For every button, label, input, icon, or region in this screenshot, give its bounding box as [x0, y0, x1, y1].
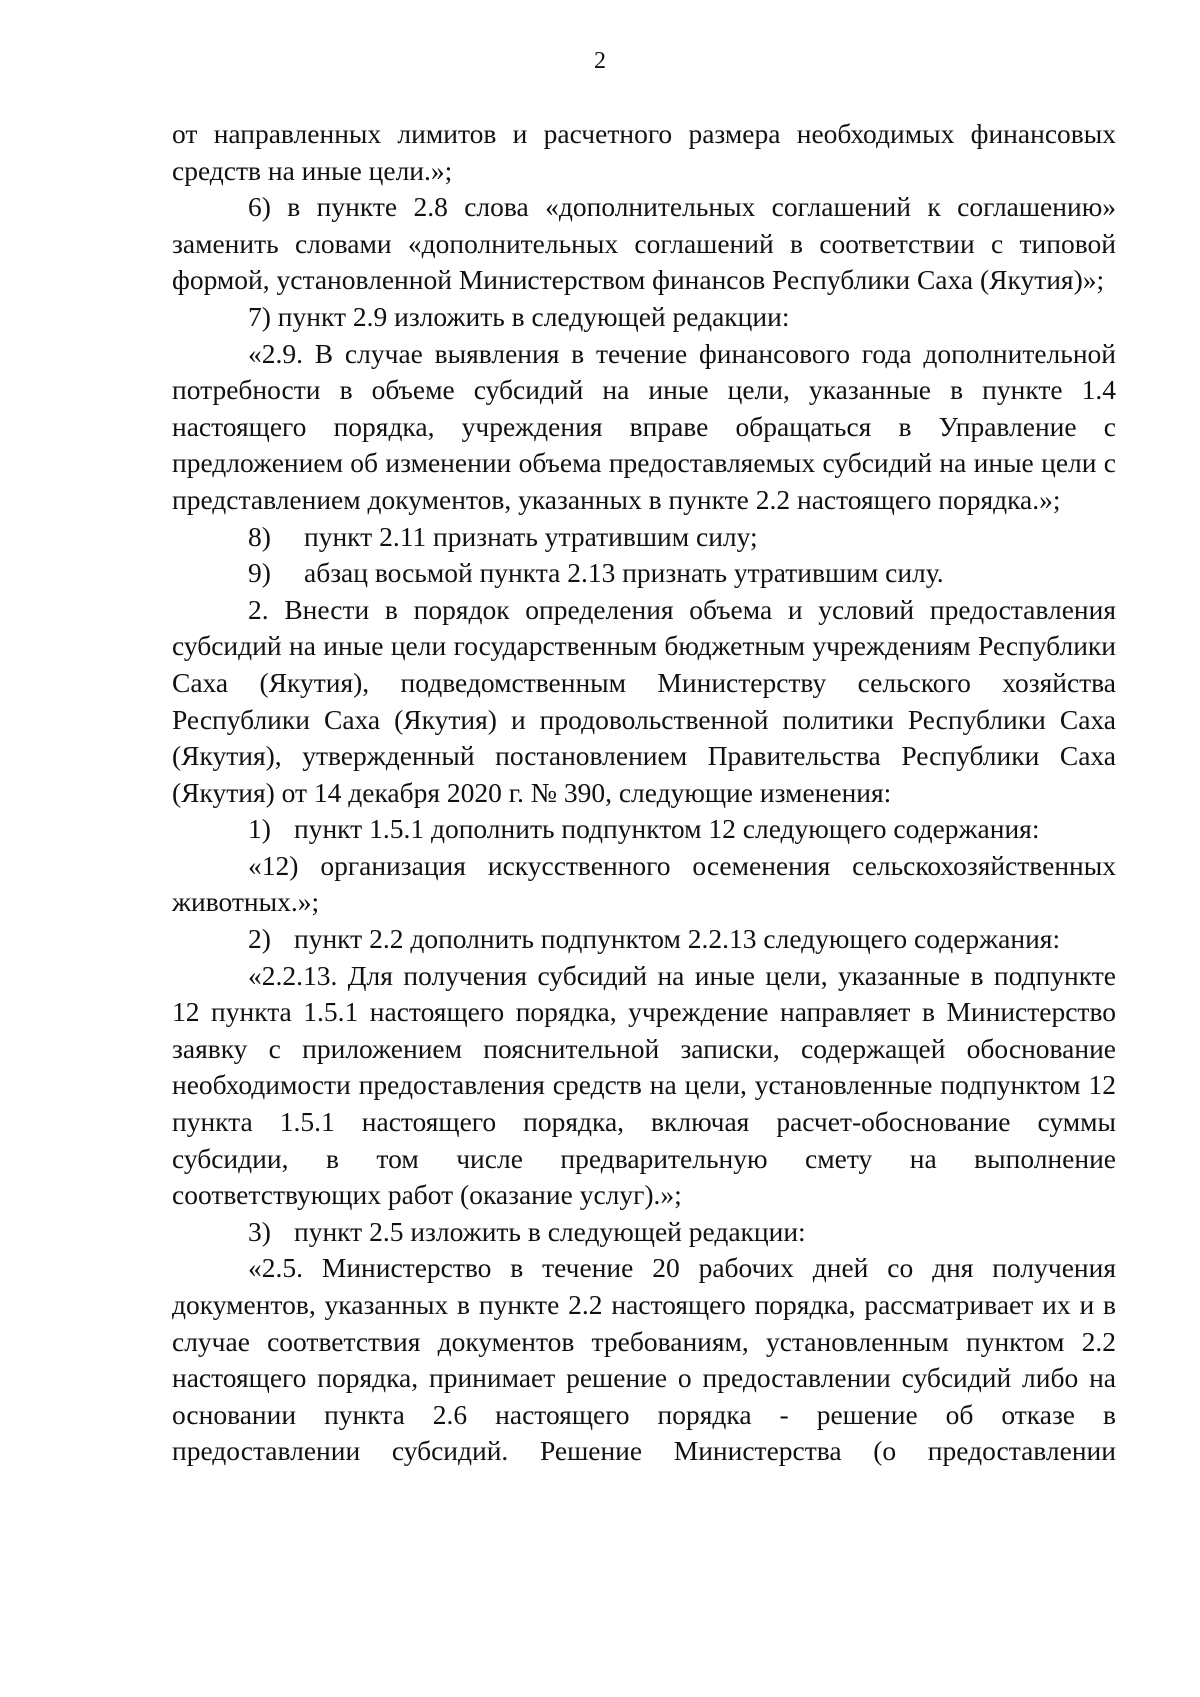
paragraph-clause-2-9: «2.9. В случае выявления в течение финансового года дополнительной потребности в объеме субсидий на иные цели, указанные в пункте 1.4 настоящего порядка, учреждения вправе обращаться в Управление с предложением об изменении объема предоставляемых субсидий на иные цели с представлением документов, указанных в пункте 2.2 настоящего порядка.»;	[172, 337, 1116, 515]
item-number: 8)	[248, 520, 271, 552]
paragraph-subitem-3	[172, 1214, 1116, 1251]
paragraph-item-9	[172, 555, 1116, 592]
paragraph-continuation: от направленных лимитов и расчетного размера необходимых финансовых средств на иные цели.»;	[172, 118, 1116, 186]
paragraph-section-2: 2. Внести в порядок определения объема и условий предоставления субсидий на иные цели государственным бюджетным учреждениям Республики Саха (Якутия), подведомственным Министерству сельского хозяйства Республики Саха (Якутия) и продовольственной политики Республики Саха (Якутия), утвержденный постановлением Правительства Республики Саха (Якутия) от 14 декабря 2020 г. № 390, следующие изменения:	[172, 593, 1116, 808]
item-text: пункт 2.5 изложить в следующей редакции:	[294, 1215, 806, 1247]
item-text: пункт 2.11 признать утратившим силу;	[304, 520, 758, 552]
paragraph-subitem-2	[172, 921, 1116, 958]
page-number: 2	[594, 48, 606, 74]
paragraph-item-7: 7) пункт 2.9 изложить в следующей редакции:	[248, 300, 790, 332]
paragraph-subclause-12: «12) организация искусственного осеменения сельскохозяйственных животных.»;	[172, 849, 1116, 918]
document-body	[172, 116, 1116, 1470]
paragraph-clause-2-5: «2.5. Министерство в течение 20 рабочих дней со дня получения документов, указанных в пункте 2.2 настоящего порядка, рассматривает их и в случае соответствия документов требованиям, установленным пунктом 2.2 настоящего порядка, принимает решение о предоставлении субсидий либо на основании пункта 2.6 настоящего порядка - решение об отказе в предоставлении субсидий. Решение Министерства (о предоставлении	[172, 1252, 1116, 1467]
paragraph-clause-2-2-13: «2.2.13. Для получения субсидий на иные цели, указанные в подпункте 12 пункта 1.5.1 настоящего порядка, учреждение направляет в Министерство заявку с приложением пояснительной записки, содержащей обоснование необходимости предоставления средств на цели, установленные подпунктом 12 пункта 1.5.1 настоящего порядка, включая расчет-обоснование суммы субсидии, в том числе предварительную смету на выполнение соответствующих работ (оказание услуг).»;	[172, 959, 1116, 1211]
paragraph-subitem-1	[172, 811, 1116, 848]
paragraph-item-6: 6) в пункте 2.8 слова «дополнительных соглашений к соглашению» заменить словами «дополнительных соглашений в соответствии с типовой формой, установленной Министерством финансов Республики Саха (Якутия)»;	[172, 191, 1116, 296]
item-number: 9)	[248, 557, 271, 589]
paragraph-item-8	[172, 519, 1116, 556]
item-text: абзац восьмой пункта 2.13 признать утратившим силу.	[304, 557, 944, 589]
item-number: 3)	[248, 1215, 271, 1247]
item-number: 1)	[248, 813, 271, 845]
item-text: пункт 2.2 дополнить подпунктом 2.2.13 следующего содержания:	[294, 923, 1061, 955]
item-text: пункт 1.5.1 дополнить подпунктом 12 следующего содержания:	[294, 813, 1040, 845]
item-number: 2)	[248, 923, 271, 955]
